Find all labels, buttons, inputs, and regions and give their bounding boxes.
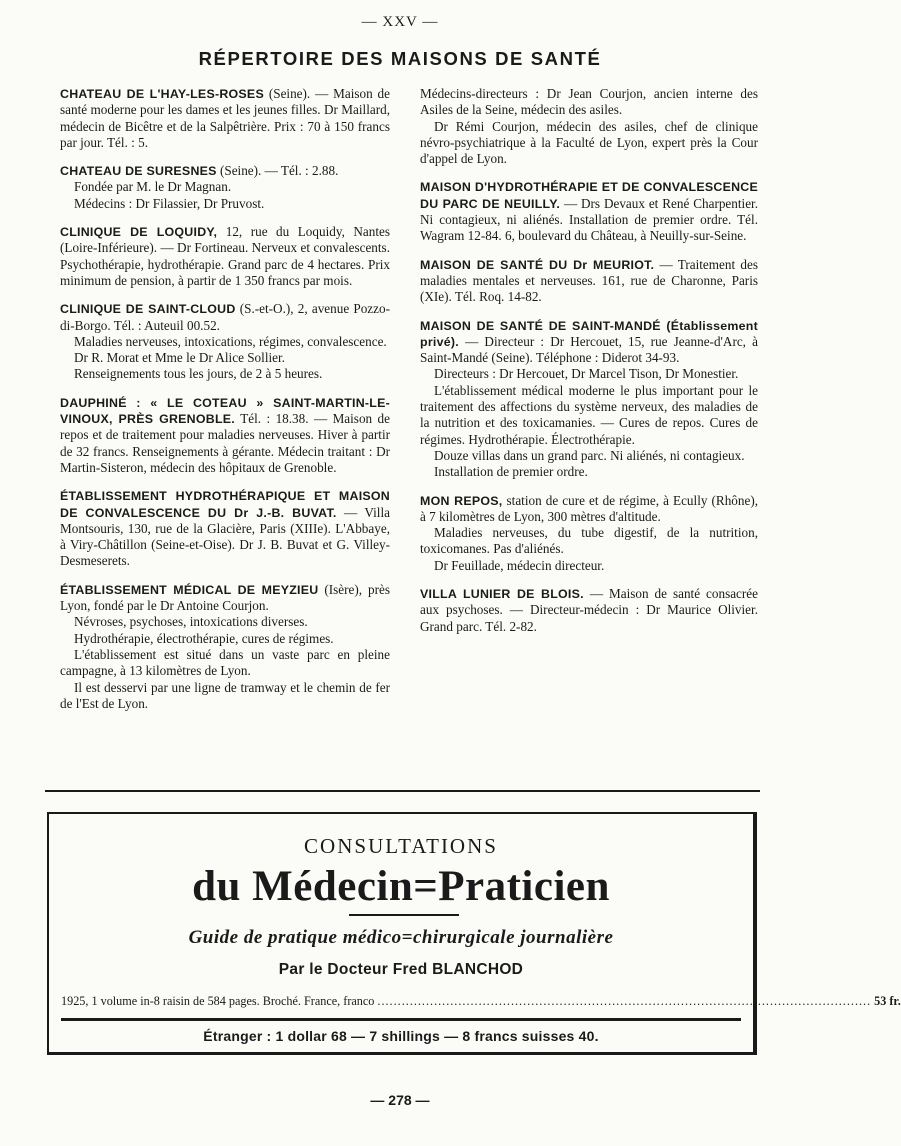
entry-text: Maladies nerveuses, intoxications, régimes, convalescence. bbox=[74, 333, 387, 349]
advert-price-text: 1925, 1 volume in-8 raisin de 584 pages. Broché. France, franco bbox=[61, 994, 375, 1008]
entry-first-paragraph bbox=[420, 179, 758, 244]
entry-first-paragraph bbox=[60, 224, 390, 289]
entry-first-paragraph bbox=[420, 318, 758, 367]
entry-paragraph bbox=[60, 196, 390, 212]
entry-paragraph bbox=[60, 334, 390, 350]
section-divider bbox=[45, 790, 760, 792]
entry-text: (Seine). — Maison de santé moderne pour les dames et les jeunes filles. Dr Maillard, médecin de Bicêtre et de la Salpêtrière. Prix : 70 à 150 francs par jour. Tél. : 5. bbox=[60, 86, 391, 150]
entry-text: Renseignements tous les jours, de 2 à 5 heures. bbox=[74, 366, 323, 382]
entry-heading: CLINIQUE DE SAINT-CLOUD bbox=[60, 302, 236, 317]
entry-paragraph bbox=[60, 179, 390, 195]
entry-first-paragraph bbox=[60, 86, 390, 151]
entry-paragraph bbox=[60, 614, 390, 630]
entry-text: (Seine). — Tél. : 2.88. bbox=[219, 163, 339, 179]
directory-entry bbox=[420, 179, 758, 244]
entry-first-paragraph bbox=[420, 257, 758, 306]
entry-heading: CLINIQUE DE LOQUIDY, bbox=[60, 225, 218, 240]
entry-text: Maladies nerveuses, du tube digestif, de la nutrition, toxicomanes. Pas d'aliénés. bbox=[420, 525, 758, 557]
entry-text: Hydrothérapie, électrothérapie, cures de régimes. bbox=[74, 630, 334, 646]
entry-text: (Isère), près Lyon, fondé par le Dr Antoine Courjon. bbox=[60, 581, 390, 614]
entry-text: Névroses, psychoses, intoxications diverses. bbox=[74, 614, 308, 630]
entry-text: L'établissement est situé dans un vaste parc en pleine campagne, à 13 kilomètres de Lyon. bbox=[60, 646, 390, 679]
entry-first-paragraph bbox=[60, 582, 390, 615]
page-number: — 278 — bbox=[370, 1092, 430, 1108]
entry-text: — Drs Devaux et René Charpentier. Ni contagieux, ni aliénés. Installation de premier ordre. Tél. Wagram 12-84. 6, boulevard du Château, à Neuilly-sur-Seine. bbox=[420, 195, 759, 244]
advert-price-amount: 53 fr. bbox=[874, 994, 901, 1008]
advert-rule bbox=[61, 1018, 741, 1021]
directory-entry bbox=[60, 86, 390, 151]
directory-entry bbox=[60, 301, 390, 382]
entry-paragraph bbox=[60, 680, 390, 713]
directory-entry bbox=[420, 257, 758, 306]
advert-title: du Médecin=Praticien bbox=[192, 863, 610, 910]
entry-paragraph bbox=[60, 350, 390, 366]
advert-consultations: CONSULTATIONS bbox=[304, 834, 498, 858]
advert-author: Par le Docteur Fred BLANCHOD bbox=[278, 961, 524, 978]
entry-text: Médecins-directeurs : Dr Jean Courjon, ancien interne des Asiles de la Seine, médecin des asiles. bbox=[420, 86, 758, 118]
entry-heading: MAISON DE SANTÉ DU Dr MEURIOT. bbox=[420, 257, 655, 272]
entry-paragraph bbox=[420, 119, 758, 168]
entry-first-paragraph bbox=[60, 301, 390, 334]
advertisement-box bbox=[47, 812, 901, 1055]
entry-paragraph bbox=[420, 464, 758, 480]
directory-entry bbox=[60, 224, 390, 289]
advert-foreign-price: Étranger : 1 dollar 68 — 7 shillings — 8 francs suisses 40. bbox=[203, 1028, 599, 1044]
entry-first-paragraph bbox=[420, 493, 758, 526]
entry-text: Directeurs : Dr Hercouet, Dr Marcel Tison, Dr Monestier. bbox=[434, 366, 739, 382]
entry-paragraph bbox=[60, 647, 390, 680]
entry-text: — Villa Montsouris, 130, rue de la Glacière, Paris (XIIIe). L'Abbaye, à Viry-Châtillon (Seine-et-Oise). Dr J. B. Buvat et G. Villey-Desmeserets. bbox=[60, 504, 390, 569]
directory-entry bbox=[60, 163, 390, 212]
entry-first-paragraph bbox=[420, 86, 758, 119]
entry-text: — Traitement des maladies mentales et nerveuses. 161, rue de Charonne, Paris (XIe). Tél. Roq. 14-82. bbox=[420, 256, 758, 305]
entry-paragraph bbox=[420, 383, 758, 448]
entry-text: station de cure et de régime, à Ecully (Rhône), à 7 kilomètres de Lyon, 300 mètres d'altitude. bbox=[420, 492, 759, 524]
directory-entry bbox=[60, 582, 390, 712]
left-column bbox=[60, 86, 390, 724]
roman-page-number: — XXV — bbox=[361, 14, 439, 30]
entry-paragraph bbox=[60, 366, 390, 382]
advert-price-line bbox=[61, 994, 901, 1009]
advert-title-underline bbox=[349, 914, 459, 916]
entry-text: Tél. : 18.38. — Maison de repos et de traitement pour maladies nerveuses. Hiver à partir de 32 francs. Renseignements à gérante. Médecin traitant : Dr Martin-Sisteron, médecin des hôpitaux de Grenoble. bbox=[60, 411, 390, 475]
entry-first-paragraph bbox=[60, 163, 390, 179]
entry-heading: ÉTABLISSEMENT HYDROTHÉRAPIQUE ET MAISON DE CONVALESCENCE DU Dr J.-B. BUVAT. bbox=[60, 489, 390, 520]
entry-first-paragraph bbox=[60, 395, 390, 476]
entry-text: (S.-et-O.), 2, avenue Pozzo-di-Borgo. Tél. : Auteuil 00.52. bbox=[60, 301, 390, 333]
entry-heading: CHATEAU DE SURESNES bbox=[60, 164, 217, 179]
entry-text: Installation de premier ordre. bbox=[434, 464, 588, 480]
entry-heading: VILLA LUNIER DE BLOIS. bbox=[420, 587, 584, 602]
entry-text: Dr Rémi Courjon, médecin des asiles, chef de clinique névro-psychiatrique à la Faculté de Lyon, expert près la Cour d'appel de Lyon. bbox=[420, 118, 758, 167]
entry-text: Dr Feuillade, médecin directeur. bbox=[434, 557, 605, 573]
advert-leader-dots: .......................................................................................................................... bbox=[377, 994, 872, 1008]
entry-paragraph bbox=[420, 448, 758, 464]
directory-entry bbox=[420, 493, 758, 574]
entry-text: 12, rue du Loquidy, Nantes (Loire-Inférieure). — Dr Fortineau. Nerveux et convalescents. Psychothérapie, hydrothérapie. Grand parc de 4 hectares. Prix minimum de pension, à partir de 1 350 francs par mois. bbox=[60, 224, 390, 288]
entry-paragraph bbox=[420, 525, 758, 558]
directory-entry bbox=[60, 395, 390, 476]
directory-entry bbox=[420, 86, 758, 167]
entry-heading: MAISON DE SANTÉ DE SAINT-MANDÉ (Établissement privé). bbox=[420, 318, 758, 349]
entry-text: — Maison de santé consacrée aux psychoses. — Directeur-médecin : Dr Maurice Olivier. Grand parc. Tél. 2-82. bbox=[420, 586, 759, 634]
right-column bbox=[420, 86, 758, 647]
directory-entry bbox=[60, 488, 390, 569]
entry-heading: DAUPHINÉ : « LE COTEAU » SAINT-MARTIN-LE-VINOUX, PRÈS GRENOBLE. bbox=[60, 395, 390, 427]
entry-paragraph bbox=[60, 631, 390, 647]
directory-entry bbox=[420, 586, 758, 635]
entry-text: Médecins : Dr Filassier, Dr Pruvost. bbox=[74, 195, 265, 211]
entry-text: Douze villas dans un grand parc. Ni aliénés, ni contagieux. bbox=[434, 447, 745, 463]
entry-first-paragraph bbox=[60, 488, 390, 569]
entry-heading: CHATEAU DE L'HAY-LES-ROSES bbox=[60, 87, 264, 101]
directory-entry bbox=[420, 318, 758, 481]
entry-text: — Directeur : Dr Hercouet, 15, rue Jeanne-d'Arc, à Saint-Mandé (Seine). Téléphone : Diderot 34-93. bbox=[420, 333, 758, 366]
entry-paragraph bbox=[420, 366, 758, 382]
entry-first-paragraph bbox=[420, 586, 758, 635]
advert-guide: Guide de pratique médico=chirurgicale journalière bbox=[188, 927, 614, 948]
entry-paragraph bbox=[420, 558, 758, 574]
entry-text: Il est desservi par une ligne de tramway et le chemin de fer de l'Est de Lyon. bbox=[60, 679, 390, 711]
entry-heading: MON REPOS, bbox=[420, 493, 503, 508]
entry-text: Fondée par M. le Dr Magnan. bbox=[74, 179, 232, 195]
entry-heading: MAISON D'HYDROTHÉRAPIE ET DE CONVALESCENCE DU PARC DE NEUILLY. bbox=[420, 180, 758, 211]
entry-text: Dr R. Morat et Mme le Dr Alice Sollier. bbox=[74, 350, 285, 366]
entry-heading: ÉTABLISSEMENT MÉDICAL DE MEYZIEU bbox=[60, 582, 319, 597]
entry-text: L'établissement médical moderne le plus important pour le traitement des affections du système nerveux, des maladies de la nutrition et des toxicamanies. — Cures de repos. Cures de régimes. Hydrothérapie. Électrothérapie. bbox=[420, 382, 758, 447]
page-title: RÉPERTOIRE DES MAISONS DE SANTÉ bbox=[198, 48, 602, 69]
